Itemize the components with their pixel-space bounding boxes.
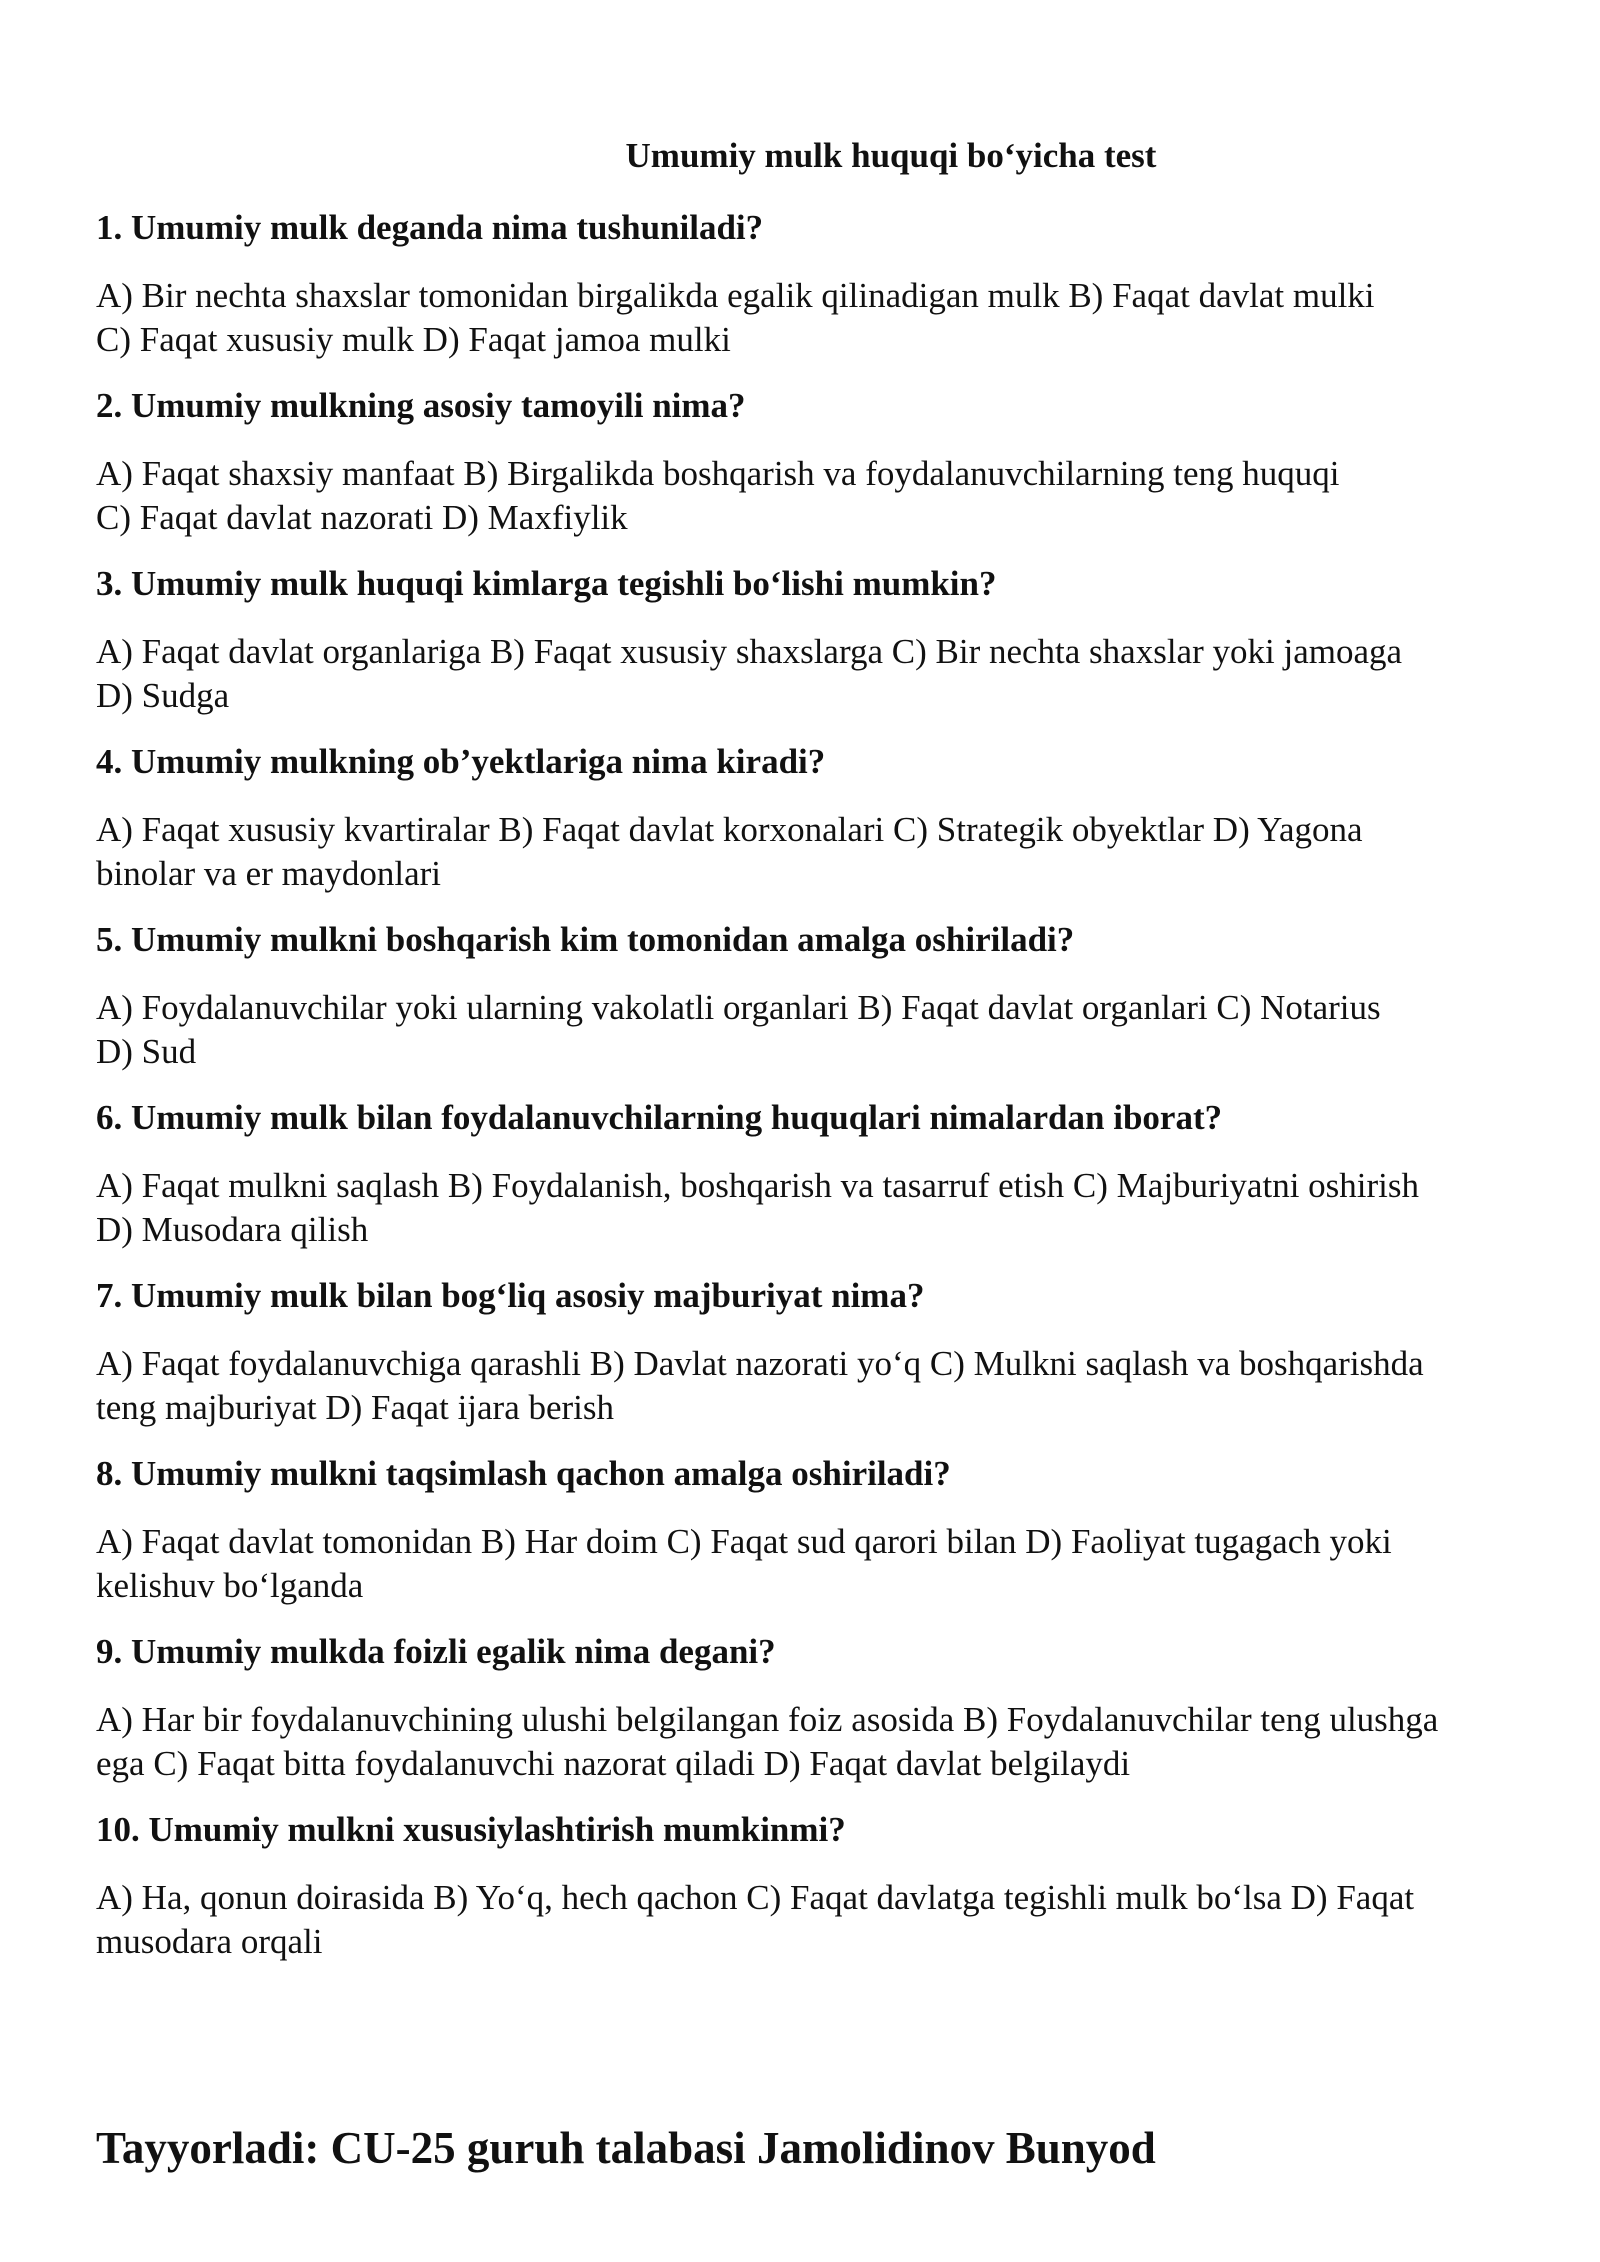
answer-line: musodara orqali — [96, 1922, 323, 1961]
answer-line: A) Faqat foydalanuvchiga qarashli B) Davlat nazorati yo‘q C) Mulkni saqlash va boshqarishda — [96, 1344, 1424, 1383]
answer-options — [96, 452, 1556, 540]
answer-line: A) Har bir foydalanuvchining ulushi belgilangan foiz asosida B) Foydalanuvchilar teng ulushga — [96, 1700, 1439, 1739]
answer-line: D) Sudga — [96, 676, 230, 715]
question-block-9 — [96, 1628, 1556, 1786]
question-block-5 — [96, 916, 1556, 1074]
question-text: 7. Umumiy mulk bilan bog‘liq asosiy majburiyat nima? — [96, 1276, 925, 1315]
question-text: 1. Umumiy mulk deganda nima tushuniladi? — [96, 208, 764, 247]
answer-line: ega C) Faqat bitta foydalanuvchi nazorat qiladi D) Faqat davlat belgilaydi — [96, 1744, 1131, 1783]
question-block-10 — [96, 1806, 1556, 1964]
answer-line: A) Foydalanuvchilar yoki ularning vakolatli organlari B) Faqat davlat organlari C) Notarius — [96, 988, 1381, 1027]
answer-line: A) Faqat davlat organlariga B) Faqat xususiy shaxslarga C) Bir nechta shaxslar yoki jamoaga — [96, 632, 1403, 671]
answer-options — [96, 1520, 1556, 1608]
answer-line: A) Faqat xususiy kvartiralar B) Faqat davlat korxonalari C) Strategik obyektlar D) Yagona — [96, 810, 1363, 849]
answer-line: kelishuv bo‘lganda — [96, 1566, 364, 1605]
answer-options — [96, 1876, 1556, 1964]
document-title: Umumiy mulk huquqi bo‘yicha test — [625, 136, 1157, 175]
question-text: 5. Umumiy mulkni boshqarish kim tomonidan amalga oshiriladi? — [96, 920, 1075, 959]
answer-line: A) Faqat davlat tomonidan B) Har doim C) Faqat sud qarori bilan D) Faoliyat tugagach yoki — [96, 1522, 1392, 1561]
answer-options — [96, 986, 1556, 1074]
question-text: 6. Umumiy mulk bilan foydalanuvchilarning huquqlari nimalardan iborat? — [96, 1098, 1223, 1137]
question-block-2 — [96, 382, 1556, 540]
answer-line: teng majburiyat D) Faqat ijara berish — [96, 1388, 615, 1427]
document-page — [96, 128, 1556, 1984]
answer-options — [96, 808, 1556, 896]
answer-options — [96, 1342, 1556, 1430]
answer-line: D) Sud — [96, 1032, 197, 1071]
answer-line: C) Faqat davlat nazorati D) Maxfiylik — [96, 498, 628, 537]
answer-options — [96, 274, 1556, 362]
question-block-4 — [96, 738, 1556, 896]
answer-line: binolar va er maydonlari — [96, 854, 442, 893]
question-text: 3. Umumiy mulk huquqi kimlarga tegishli bo‘lishi mumkin? — [96, 564, 997, 603]
question-text: 8. Umumiy mulkni taqsimlash qachon amalga oshiriladi? — [96, 1454, 951, 1493]
answer-line: A) Ha, qonun doirasida B) Yo‘q, hech qachon C) Faqat davlatga tegishli mulk bo‘lsa D) Faqat — [96, 1878, 1415, 1917]
question-block-3 — [96, 560, 1556, 718]
answer-options — [96, 1164, 1556, 1252]
question-text: 4. Umumiy mulkning ob’yektlariga nima kiradi? — [96, 742, 826, 781]
question-block-1 — [96, 204, 1556, 362]
answer-line: A) Faqat mulkni saqlash B) Foydalanish, boshqarish va tasarruf etish C) Majburiyatni oshirish — [96, 1166, 1420, 1205]
answer-options — [96, 630, 1556, 718]
author-signature: Tayyorladi: CU-25 guruh talabasi Jamolidinov Bunyod — [96, 2123, 1156, 2173]
question-text: 9. Umumiy mulkda foizli egalik nima degani? — [96, 1632, 776, 1671]
answer-options — [96, 1698, 1556, 1786]
question-block-7 — [96, 1272, 1556, 1430]
answer-line: A) Faqat shaxsiy manfaat B) Birgalikda boshqarish va foydalanuvchilarning teng huquqi — [96, 454, 1340, 493]
answer-line: A) Bir nechta shaxslar tomonidan birgalikda egalik qilinadigan mulk B) Faqat davlat mulki — [96, 276, 1375, 315]
question-block-8 — [96, 1450, 1556, 1608]
question-text: 2. Umumiy mulkning asosiy tamoyili nima? — [96, 386, 746, 425]
question-block-6 — [96, 1094, 1556, 1252]
question-text: 10. Umumiy mulkni xususiylashtirish mumkinmi? — [96, 1810, 846, 1849]
answer-line: D) Musodara qilish — [96, 1210, 369, 1249]
answer-line: C) Faqat xususiy mulk D) Faqat jamoa mulki — [96, 320, 731, 359]
